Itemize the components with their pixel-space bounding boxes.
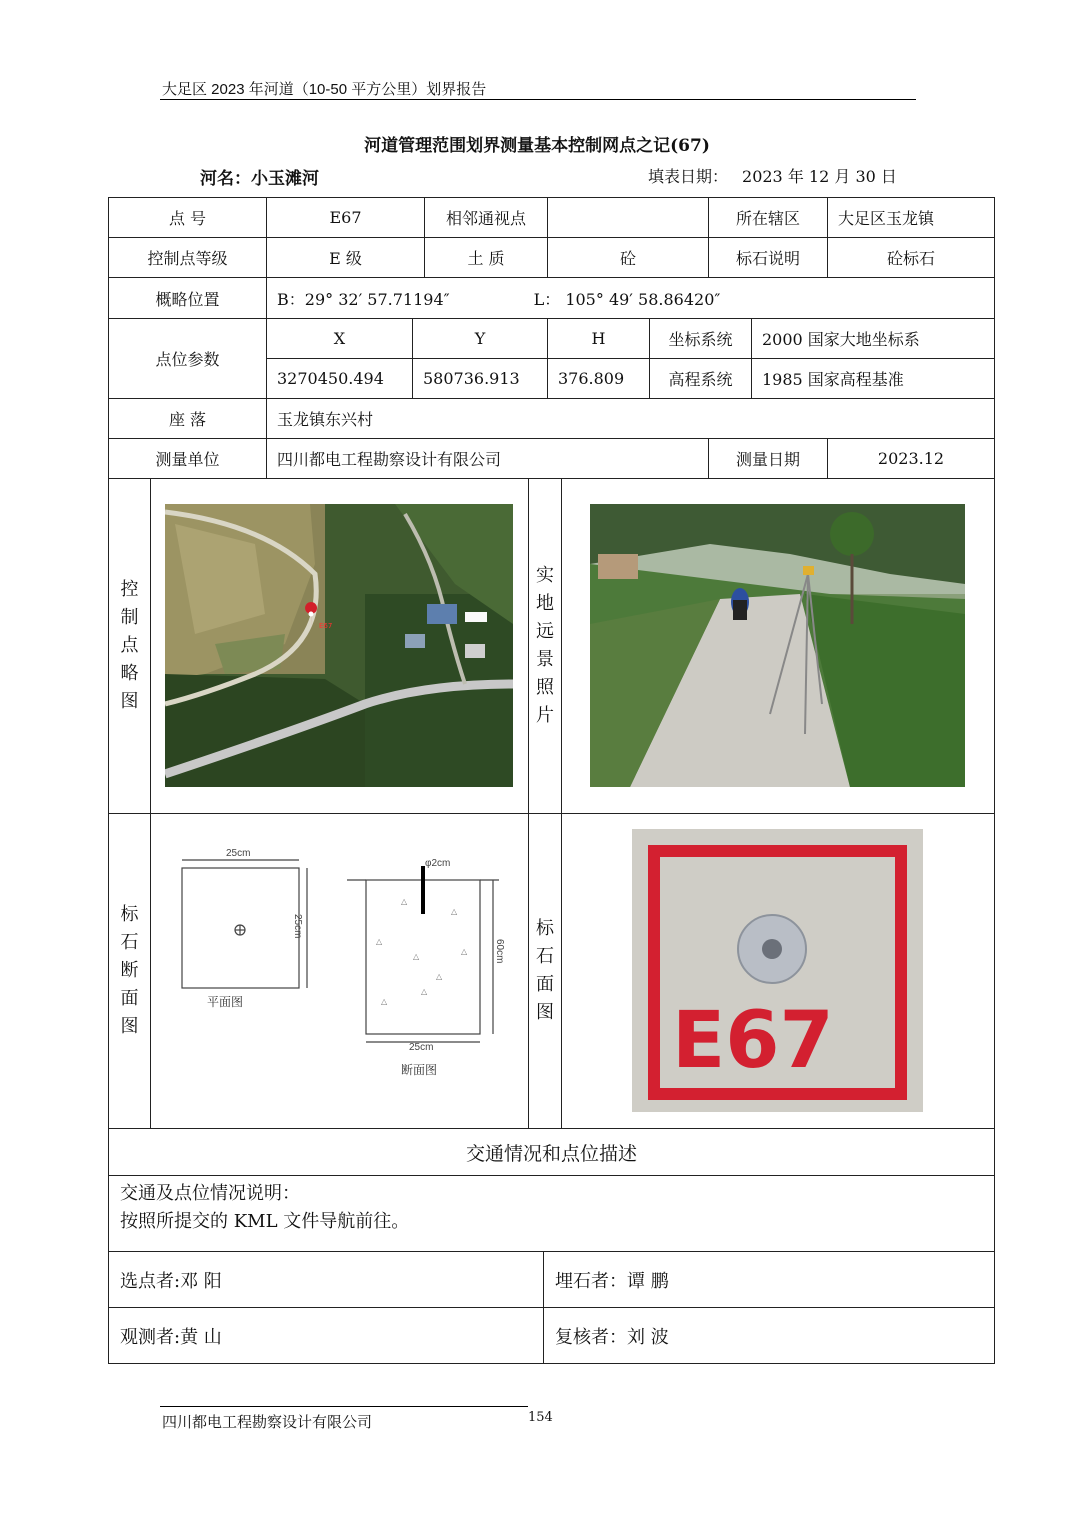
section-width-label: 25cm — [409, 1042, 434, 1053]
latitude-b: B：29° 32′ 57.71194″ — [277, 289, 450, 309]
document-title: 河道管理范围划界测量基本控制网点之记(67) — [364, 136, 710, 156]
svg-text:△: △ — [376, 937, 383, 946]
traffic-heading: 交通情况和点位描述 — [108, 1128, 995, 1176]
checker: 复核者：刘 波 — [543, 1307, 995, 1364]
header-rule — [160, 99, 916, 100]
approx-position-label: 概略位置 — [108, 277, 267, 319]
soil-value: 砼 — [547, 237, 709, 278]
footer-company: 四川都电工程勘察设计有限公司 — [162, 1414, 373, 1431]
h-value: 376.809 — [547, 358, 650, 399]
page-number: 154 — [528, 1410, 553, 1425]
satellite-map — [165, 504, 513, 787]
plan-width-label: 25cm — [226, 848, 251, 859]
survey-date-value: 2023.12 — [827, 438, 995, 479]
stone-face-photo — [632, 829, 923, 1112]
section-depth-label: 60cm — [494, 939, 505, 964]
svg-text:△: △ — [381, 997, 388, 1006]
svg-text:△: △ — [413, 952, 420, 961]
photo-cell — [561, 478, 995, 814]
coord-system-label: 坐标系统 — [649, 318, 752, 359]
fill-date-label: 填表日期： — [648, 167, 729, 186]
section-drawing-cell — [150, 813, 529, 1129]
y-header: Y — [412, 318, 548, 359]
grade-label: 控制点等级 — [108, 237, 267, 278]
survey-unit-value: 四川都电工程勘察设计有限公司 — [266, 438, 709, 479]
photo-vertical-label: 实 地 远 景 照 片 — [528, 478, 562, 814]
svg-text:△: △ — [421, 987, 428, 996]
adjacent-point-label: 相邻通视点 — [424, 197, 548, 238]
elevation-system-label: 高程系统 — [649, 358, 752, 399]
point-no-label: 点 号 — [108, 197, 267, 238]
survey-unit-label: 测量单位 — [108, 438, 267, 479]
section-vertical-label: 标 石 断 面 图 — [108, 813, 151, 1129]
location-value: 玉龙镇东兴村 — [266, 398, 995, 439]
adjacent-point-value — [547, 197, 709, 238]
observer: 观测者:黄 山 — [108, 1307, 544, 1364]
sketch-cell — [150, 478, 529, 814]
y-value: 580736.913 — [412, 358, 548, 399]
point-param-label: 点位参数 — [108, 318, 267, 399]
stone-label: 标石说明 — [708, 237, 828, 278]
coord-system-value: 2000 国家大地坐标系 — [751, 318, 995, 359]
approx-position-value — [266, 277, 995, 319]
survey-date-label: 测量日期 — [708, 438, 828, 479]
x-header: X — [266, 318, 413, 359]
picker: 选点者:邓 阳 — [108, 1251, 544, 1308]
stone-face-cell — [561, 813, 995, 1129]
traffic-line-2: 按照所提交的 KML 文件导航前往。 — [120, 1211, 410, 1232]
svg-text:△: △ — [451, 907, 458, 916]
traffic-description — [108, 1175, 995, 1252]
location-label: 座 落 — [108, 398, 267, 439]
stone-value: 砼标石 — [827, 237, 995, 278]
map-point-label: E67 — [319, 622, 333, 630]
section-caption: 断面图 — [401, 1063, 438, 1077]
face-vertical-label: 标 石 面 图 — [528, 813, 562, 1129]
district-label: 所在辖区 — [708, 197, 828, 238]
plan-caption: 平面图 — [207, 995, 244, 1009]
footer-rule — [160, 1406, 528, 1407]
svg-text:△: △ — [436, 972, 443, 981]
fill-date — [648, 164, 897, 187]
section-diameter-label: φ2cm — [425, 858, 451, 869]
river-name: 河名：小玉滩河 — [200, 169, 319, 189]
fill-date-value: 2023 年 12 月 30 日 — [742, 167, 897, 186]
svg-text:△: △ — [461, 947, 468, 956]
svg-text:△: △ — [401, 897, 408, 906]
x-value: 3270450.494 — [266, 358, 413, 399]
stone-face-mark: E67 — [672, 996, 834, 1086]
sketch-vertical-label: 控 制 点 略 图 — [108, 478, 151, 814]
longitude-l: L： 105° 49′ 58.86420″ — [533, 289, 721, 309]
elevation-system-value: 1985 国家高程基准 — [751, 358, 995, 399]
burier: 埋石者：谭 鹏 — [543, 1251, 995, 1308]
plan-height-label: 25cm — [292, 914, 303, 939]
site-photo — [590, 504, 965, 787]
soil-label: 土 质 — [424, 237, 548, 278]
point-no-value: E67 — [266, 197, 425, 238]
h-header: H — [547, 318, 650, 359]
district-value: 大足区玉龙镇 — [827, 197, 995, 238]
grade-value: E 级 — [266, 237, 425, 278]
page-header-title: 大足区 2023 年河道（10-50 平方公里）划界报告 — [162, 81, 487, 98]
traffic-line-1: 交通及点位情况说明： — [120, 1183, 300, 1204]
